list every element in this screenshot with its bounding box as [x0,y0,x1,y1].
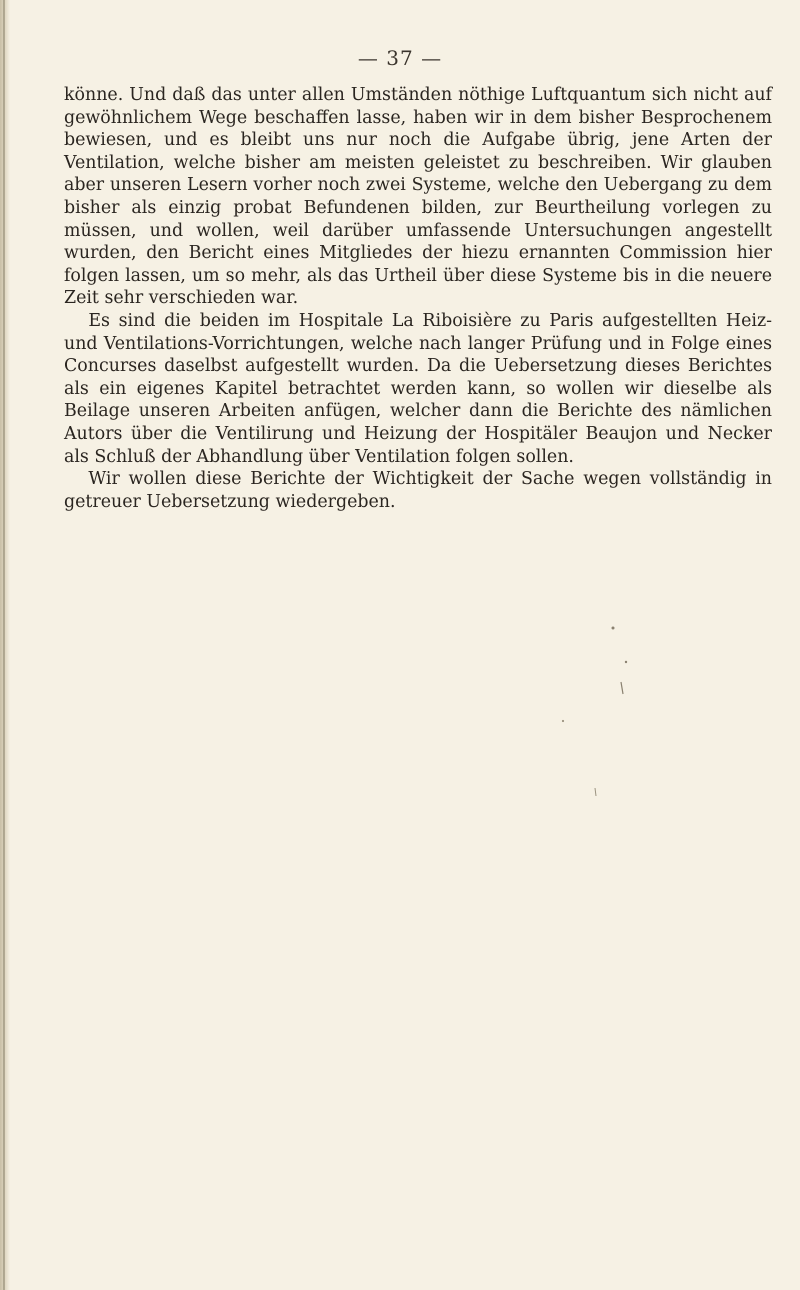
speck [612,627,615,630]
book-gutter-line [3,0,5,1290]
paragraph-1: könne. Und daß das unter allen Umständen nöthige Luftquantum sich nicht auf gewöhnlichem Wege beschaffen lasse, haben wir in dem bisher Besprochenem bewiesen, und es bleibt uns nur noch die Aufgabe übrig, jene Arten der Ventilation, welche bisher am meisten geleistet zu beschreiben. Wir glauben aber unseren Lesern vorher noch zwei Systeme, welche den Uebergang zu dem bisher als einzig probat Befundenen bilden, zur Beurtheilung vorlegen zu müssen, und wollen, weil darüber umfassende Untersuchungen angestellt wurden, den Bericht eines Mitgliedes der hiezu ernannten Commission hier folgen lassen, um so mehr, als das Urtheil über diese Systeme bis in die neuere Zeit sehr verschieden war. [64,85,772,309]
paragraph-3: Wir wollen diese Berichte der Wichtigkeit der Sache wegen vollständig in getreuer Uebersetzung wiedergeben. [64,469,772,512]
book-spine-shadow [0,0,10,1290]
speck [625,661,627,663]
speck [562,720,564,722]
page-number: — 37 — [357,46,443,70]
speck [621,682,623,694]
page-body [64,84,772,513]
speck [595,788,596,796]
paragraph-2: Es sind die beiden im Hospitale La Riboisière zu Paris aufgestellten Heiz- und Ventilations-Vorrichtungen, welche nach langer Prüfung und in Folge eines Concurses daselbst aufgestellt wurden. Da die Uebersetzung dieses Berichtes als ein eigenes Kapitel betrachtet werden kann, so wollen wir dieselbe als Beilage unseren Arbeiten anfügen, welcher dann die Berichte des nämlichen Autors über die Ventilirung und Heizung der Hospitäler Beaujon und Necker als Schluß der Abhandlung über Ventilation folgen sollen. [64,310,772,467]
